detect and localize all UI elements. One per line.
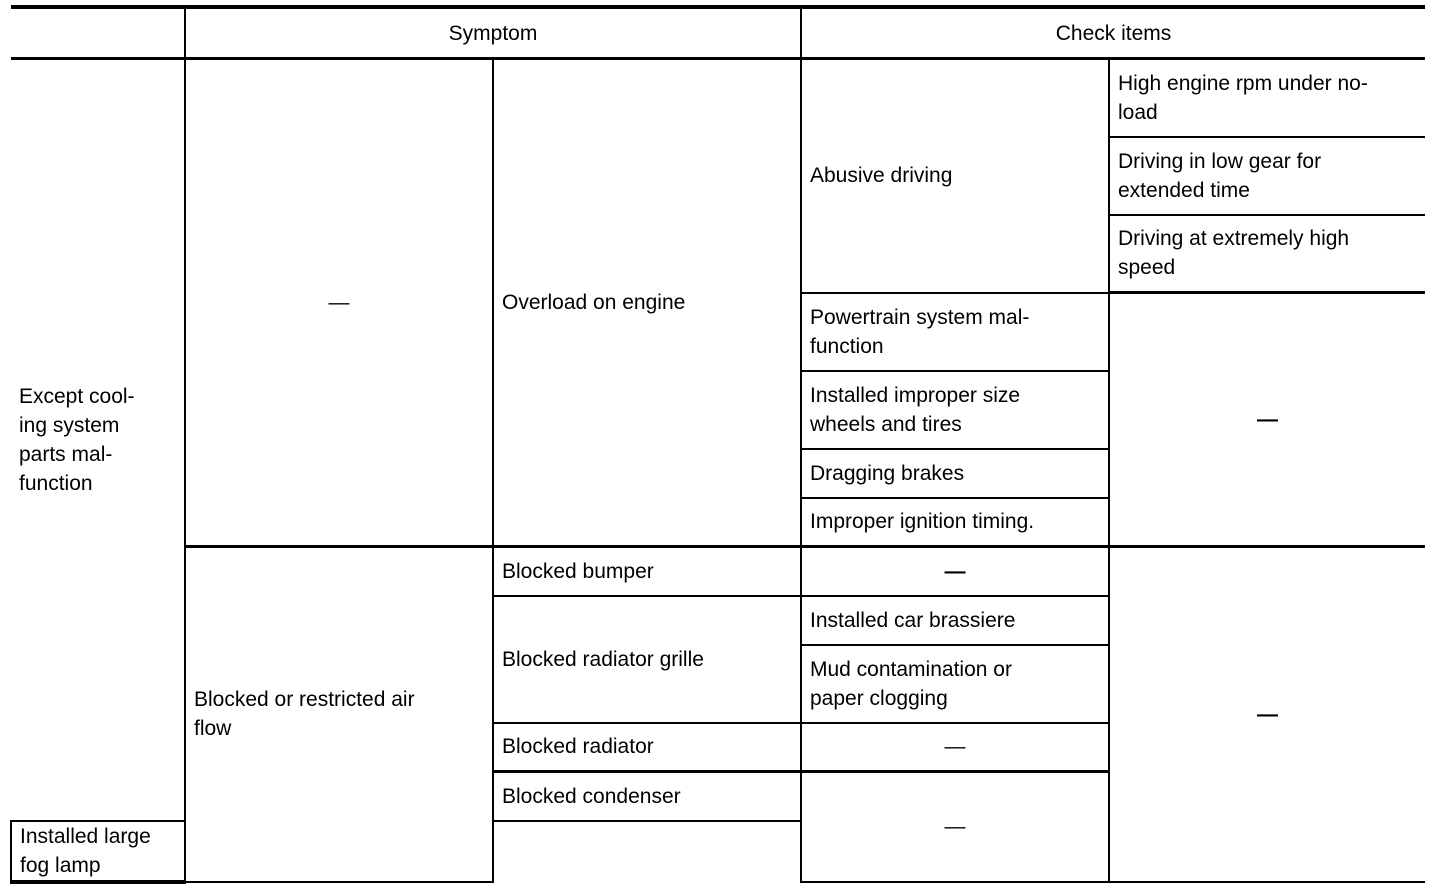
check-item-cell: Powertrain system mal- function (801, 293, 1109, 371)
dash-mark: — (944, 815, 966, 839)
check-item-cell: Installed car brassiere (801, 596, 1109, 645)
table-row (11, 59, 1425, 137)
check-detail-none-cell (1109, 293, 1425, 547)
overheating-cause-table (10, 5, 1425, 884)
check-items-table-wrapper (10, 5, 1425, 884)
dash-mark: — (1257, 408, 1278, 431)
table-header-row (11, 7, 1425, 59)
check-item-none-cell (801, 547, 1109, 596)
cause-cell: Blocked radiator (493, 723, 801, 772)
dash-mark: — (944, 559, 966, 583)
check-item-cell: Installed improper size wheels and tires (801, 371, 1109, 449)
check-item-none-cell (801, 772, 1109, 882)
cause-cell: Blocked bumper (493, 547, 801, 596)
check-items-header: Check items (801, 7, 1425, 59)
airflow-symptom-cell: Blocked or restricted air flow (185, 547, 493, 882)
overload-cause-cell: Overload on engine (493, 59, 801, 547)
check-item-cell: Dragging brakes (801, 449, 1109, 498)
table-row (11, 547, 1425, 596)
dash-mark: — (944, 735, 966, 759)
category-cell: Except cool- ing system parts mal- function (11, 59, 185, 821)
dash-mark: — (328, 291, 350, 314)
check-detail-cell: High engine rpm under no- load (1109, 59, 1425, 137)
check-detail-none-cell (1109, 547, 1425, 882)
check-detail-cell: Driving in low gear for extended time (1109, 137, 1425, 215)
header-blank-cell (11, 7, 185, 59)
check-detail-cell: Driving at extremely high speed (1109, 215, 1425, 293)
symptom-header: Symptom (185, 7, 801, 59)
check-item-cell: Mud contamination or paper clogging (801, 645, 1109, 723)
check-item-cell: Improper ignition timing. (801, 498, 1109, 547)
cause-cell: Installed large fog lamp (11, 821, 185, 882)
abusive-driving-cell: Abusive driving (801, 59, 1109, 293)
cause-cell: Blocked condenser (493, 772, 801, 821)
symptom-none-cell (185, 59, 493, 547)
check-item-none-cell (801, 723, 1109, 772)
cause-cell: Blocked radiator grille (493, 596, 801, 723)
dash-mark: — (1257, 702, 1278, 726)
